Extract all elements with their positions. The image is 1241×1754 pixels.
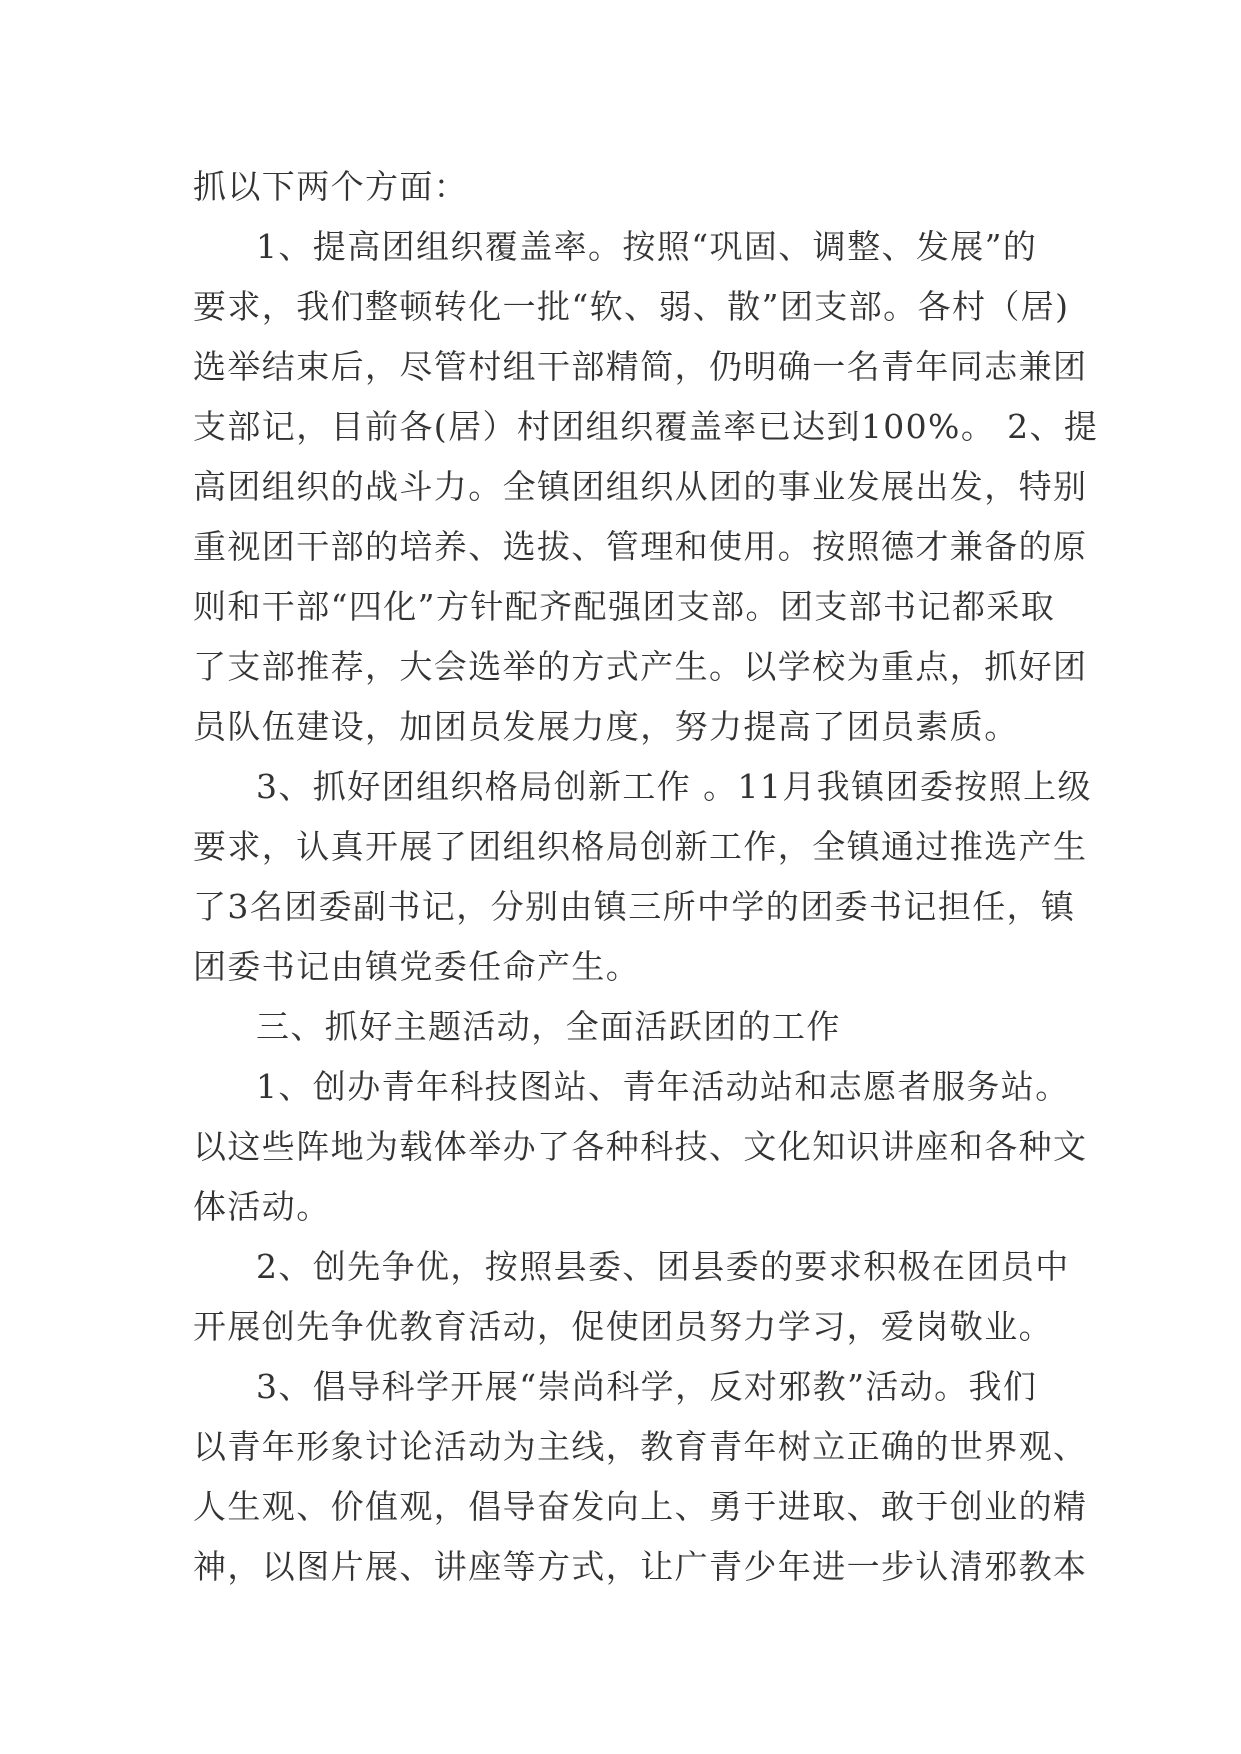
text-line: 重视团干部的培养、选拔、管理和使用。按照德才兼备的原 [193, 527, 1088, 566]
text-line: 3、抓好团组织格局创新工作 。11月我镇团委按照上级 [256, 767, 1092, 806]
text-line: 3、倡导科学开展“崇尚科学，反对邪教”活动。我们 [256, 1367, 1038, 1406]
text-line: 抓以下两个方面： [193, 167, 469, 206]
section-heading: 三、抓好主题活动，全面活跃团的工作 [256, 1007, 841, 1046]
text-line: 团委书记由镇党委任命产生。 [193, 947, 641, 986]
text-line: 体活动。 [193, 1187, 331, 1226]
text-line: 1、提高团组织覆盖率。按照“巩固、调整、发展”的 [256, 227, 1038, 266]
text-line: 了支部推荐，大会选举的方式产生。以学校为重点，抓好团 [193, 647, 1088, 686]
text-line: 了3名团委副书记，分别由镇三所中学的团委书记担任，镇 [193, 887, 1076, 926]
text-line: 人生观、价值观，倡导奋发向上、勇于进取、敢于创业的精 [193, 1487, 1088, 1526]
text-line: 则和干部“四化”方针配齐配强团支部。团支部书记都采取 [193, 587, 1056, 626]
text-line: 以这些阵地为载体举办了各种科技、文化知识讲座和各种文 [193, 1127, 1088, 1166]
text-line: 高团组织的战斗力。全镇团组织从团的事业发展出发，特别 [193, 467, 1088, 506]
text-line: 1、创办青年科技图站、青年活动站和志愿者服务站。 [256, 1067, 1070, 1106]
text-line: 神，以图片展、讲座等方式，让广青少年进一步认清邪教本 [193, 1547, 1088, 1586]
text-line: 以青年形象讨论活动为主线，教育青年树立正确的世界观、 [193, 1427, 1088, 1466]
text-line: 支部记，目前各(居）村团组织覆盖率已达到100%。 2、提 [193, 407, 1099, 446]
text-line: 2、创先争优，按照县委、团县委的要求积极在团员中 [256, 1247, 1070, 1286]
text-line: 要求，认真开展了团组织格局创新工作，全镇通过推选产生 [193, 827, 1088, 866]
text-line: 要求，我们整顿转化一批“软、弱、散”团支部。各村（居) [193, 287, 1070, 326]
text-line: 选举结束后，尽管村组干部精简，仍明确一名青年同志兼团 [193, 347, 1088, 386]
text-line: 开展创先争优教育活动，促使团员努力学习，爱岗敬业。 [193, 1307, 1053, 1346]
text-line: 员队伍建设，加团员发展力度，努力提高了团员素质。 [193, 707, 1019, 746]
